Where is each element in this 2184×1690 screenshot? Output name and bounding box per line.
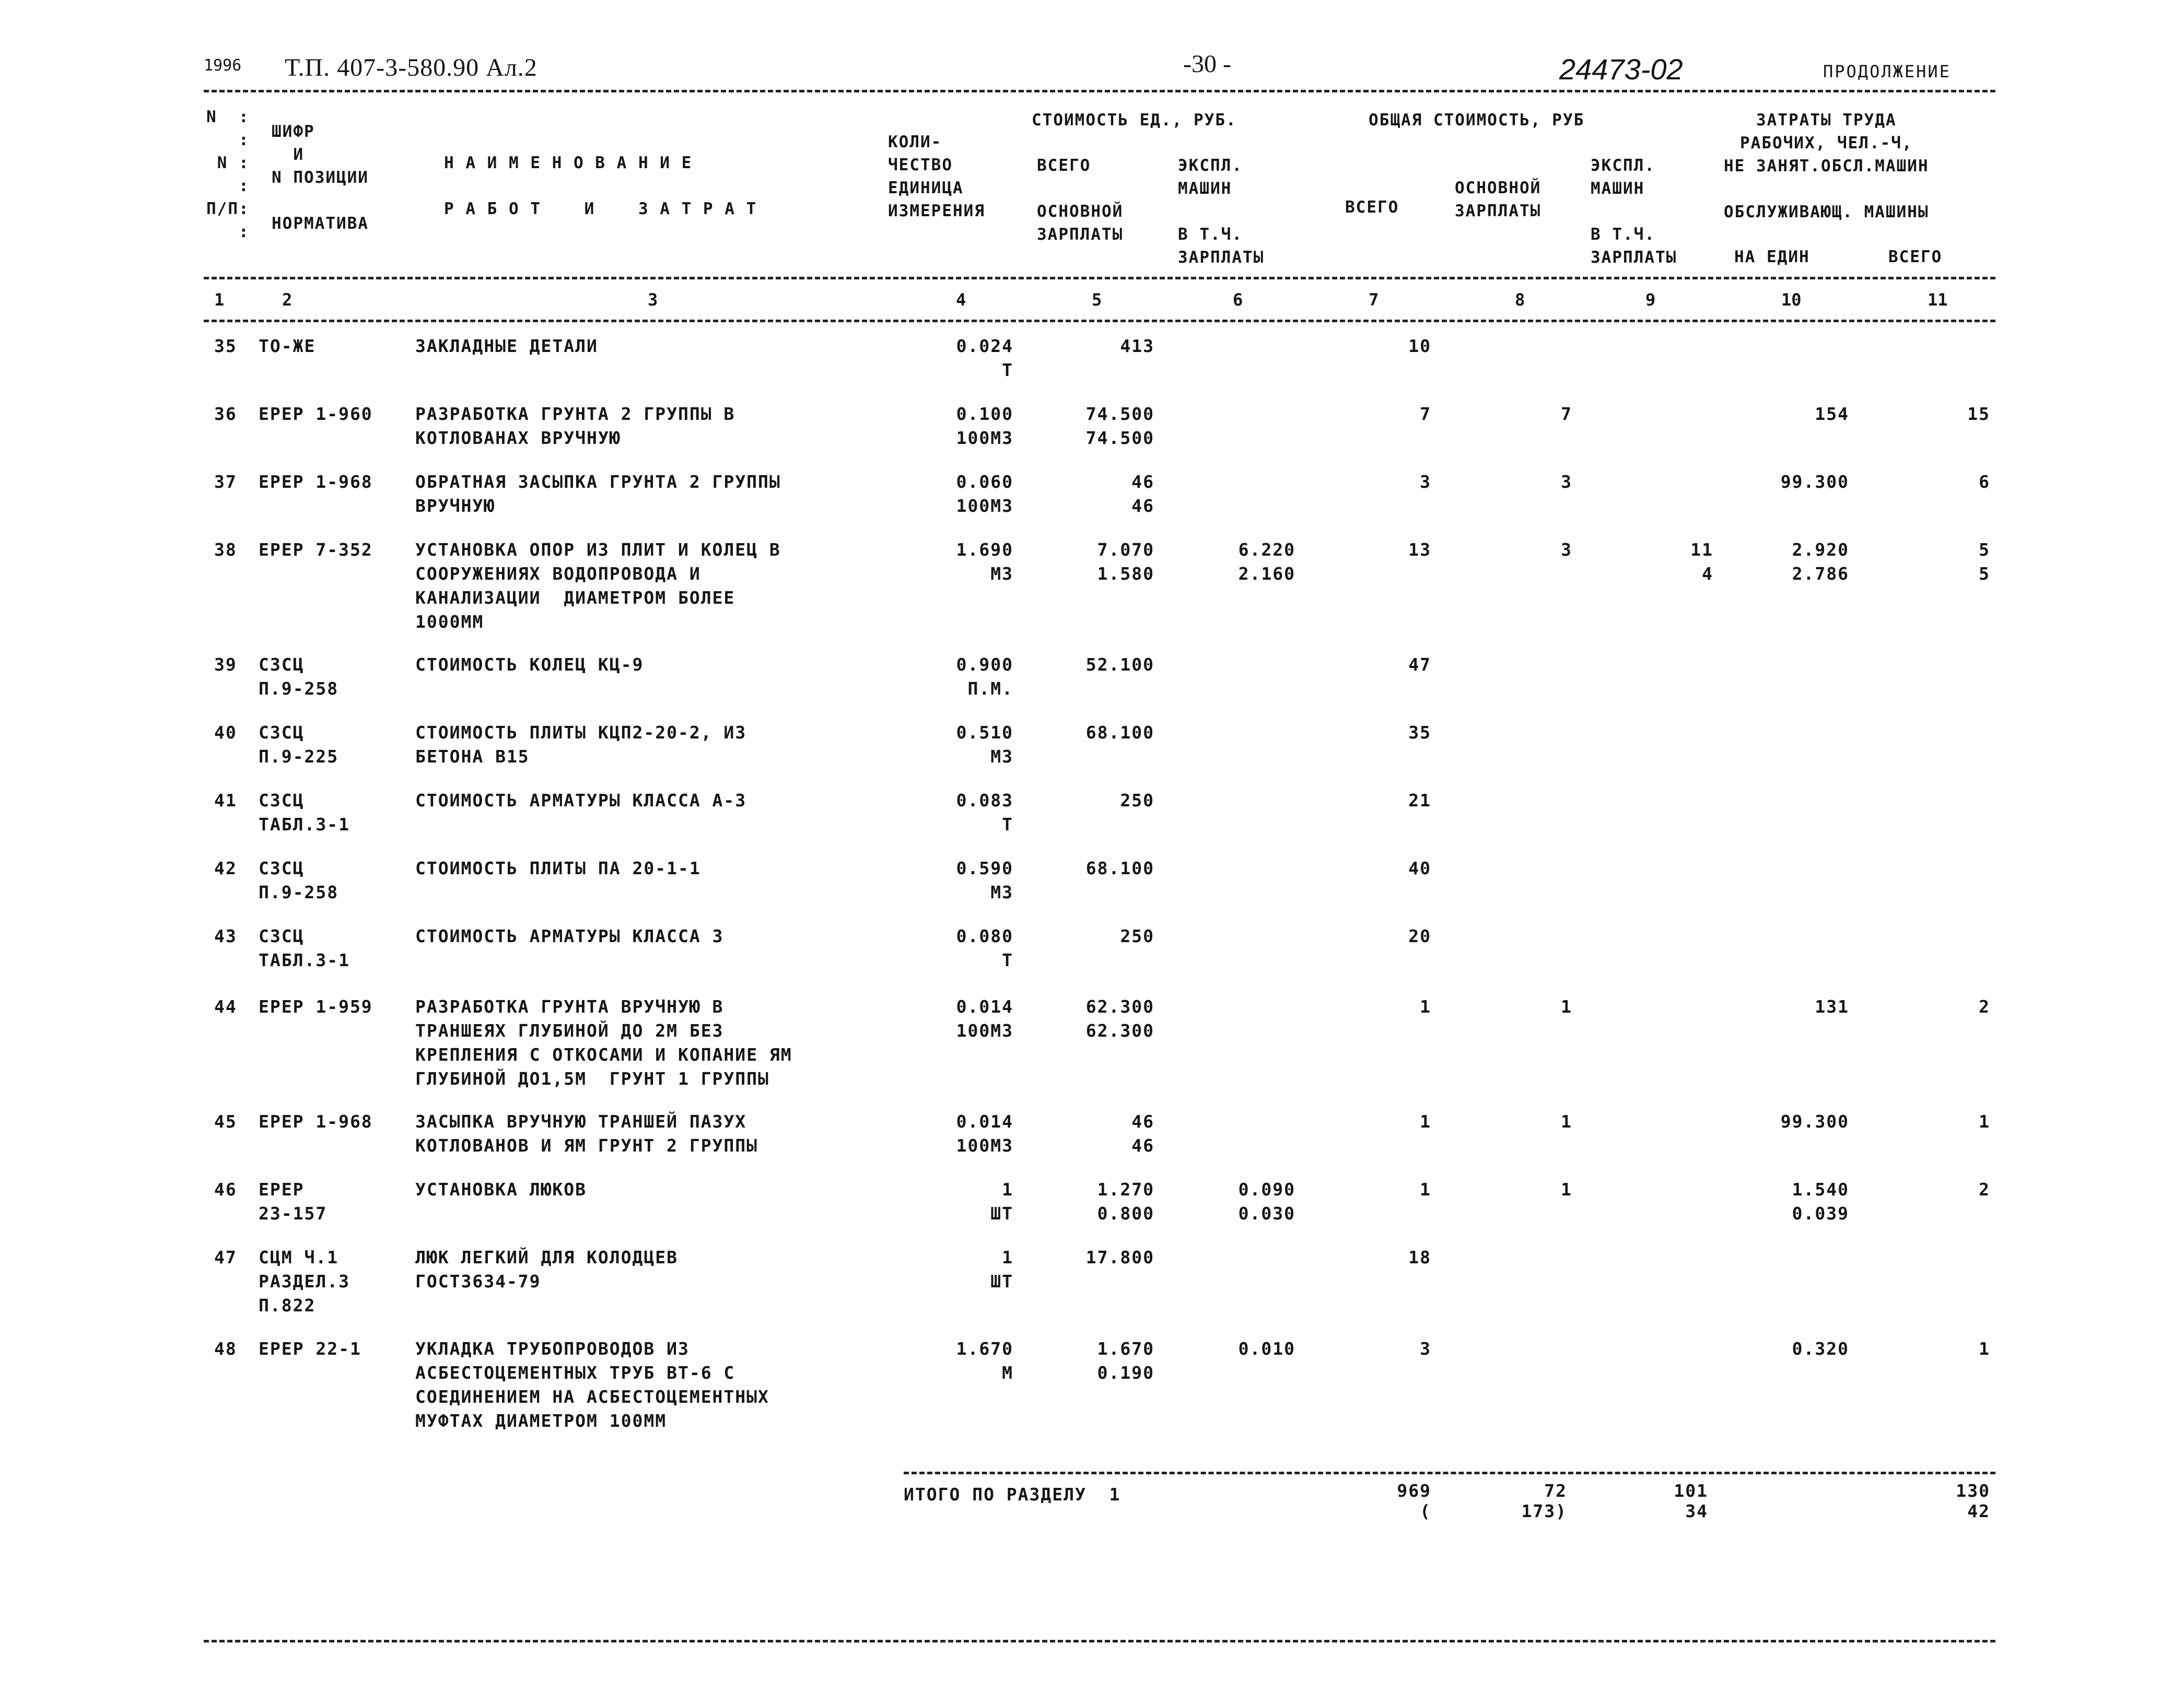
header-col-6: ЭКСПЛ. МАШИН В Т.Ч. ЗАРПЛАТЫ xyxy=(1178,156,1265,267)
row-total-wages: 7 xyxy=(1561,404,1572,424)
row-number: 45 xyxy=(214,1111,237,1132)
row-name: ОБРАТНАЯ ЗАСЫПКА ГРУНТА 2 ГРУППЫ ВРУЧНУЮ xyxy=(415,472,781,516)
totals-c8: 72 173) xyxy=(1521,1481,1567,1521)
row-number: 47 xyxy=(214,1247,237,1268)
row-code: ЕРЕР 1-960 xyxy=(259,404,373,424)
row-number: 46 xyxy=(214,1179,237,1200)
row-quantity: 0.083 Т xyxy=(956,790,1013,835)
header-col-2: ШИФР И N ПОЗИЦИИ НОРМАТИВА xyxy=(272,122,369,233)
row-number: 36 xyxy=(214,404,237,424)
row-code: СЗСЦ ТАБЛ.3-1 xyxy=(259,790,350,835)
row-name: СТОИМОСТЬ КОЛЕЦ КЦ-9 xyxy=(415,654,644,675)
row-total-wages: 1 xyxy=(1561,996,1572,1017)
row-number: 44 xyxy=(214,996,237,1017)
totals-label: ИТОГО ПО РАЗДЕЛУ 1 xyxy=(904,1484,1121,1505)
row-code: ЕРЕР 7-352 xyxy=(259,539,373,560)
row-code: ЕРЕР 1-959 xyxy=(259,996,373,1017)
row-total-cost: 3 xyxy=(1420,472,1431,492)
header-rule xyxy=(204,277,1995,279)
row-labor-per-unit: 99.300 xyxy=(1780,1111,1849,1132)
row-code: СЗСЦ ТАБЛ.3-1 xyxy=(259,926,350,970)
totals-c9: 101 34 xyxy=(1674,1481,1708,1521)
row-quantity: 1 ШТ xyxy=(990,1247,1013,1292)
row-code: ЕРЕР 1-968 xyxy=(259,472,373,492)
row-labor-per-unit: 154 xyxy=(1815,404,1849,424)
row-total-cost: 13 xyxy=(1408,539,1431,560)
row-unit-cost-total: 1.270 0.800 xyxy=(1097,1179,1154,1224)
row-quantity: 0.080 Т xyxy=(956,926,1013,970)
row-unit-cost-total: 46 46 xyxy=(1131,1111,1154,1156)
row-labor-total: 5 5 xyxy=(1979,539,1990,584)
totals-c11: 130 42 xyxy=(1956,1481,1990,1521)
row-code: СЗСЦ П.9-225 xyxy=(259,722,339,767)
document-title: Т.П. 407-3-580.90 Ал.2 xyxy=(285,54,538,81)
row-labor-total: 1 xyxy=(1979,1111,1990,1132)
row-labor-per-unit: 99.300 xyxy=(1780,472,1849,492)
column-number-6: 6 xyxy=(1233,290,1243,310)
header-col-8: ОСНОВНОЙ ЗАРПЛАТЫ xyxy=(1455,179,1541,220)
row-unit-cost-total: 46 46 xyxy=(1131,472,1154,516)
header-col-7: ВСЕГО xyxy=(1345,198,1399,217)
row-number: 42 xyxy=(214,858,237,878)
top-rule xyxy=(204,90,1995,92)
header-labor-group: ЗАТРАТЫ ТРУДА РАБОЧИХ, ЧЕЛ.-Ч, НЕ ЗАНЯТ.ОБСЛ.МАШИН ОБСЛУЖИВАЮЩ. МАШИНЫ xyxy=(1724,111,1929,221)
row-number: 39 xyxy=(214,654,237,675)
row-code: СЗСЦ П.9-258 xyxy=(259,858,339,902)
page-number: -30 - xyxy=(1183,50,1231,78)
document-id: 24473-02 xyxy=(1559,53,1683,86)
header-col-3: Н А И М Е Н О В А Н И Е Р А Б О Т И З А Т Р А Т xyxy=(444,154,757,218)
row-code: СЗСЦ П.9-258 xyxy=(259,654,339,699)
row-unit-cost-total: 62.300 62.300 xyxy=(1085,996,1154,1041)
row-number: 43 xyxy=(214,926,237,946)
row-quantity: 0.590 М3 xyxy=(956,858,1013,902)
column-number-7: 7 xyxy=(1369,290,1379,310)
row-unit-cost-total: 52.100 xyxy=(1085,654,1154,675)
row-total-machines: 11 4 xyxy=(1690,539,1713,584)
row-labor-total: 6 xyxy=(1979,472,1990,492)
column-number-5: 5 xyxy=(1092,290,1102,310)
row-total-wages: 1 xyxy=(1561,1179,1572,1200)
row-unit-cost-machines: 6.220 2.160 xyxy=(1238,539,1295,584)
row-name: СТОИМОСТЬ ПЛИТЫ КЦП2-20-2, ИЗ БЕТОНА В15 xyxy=(415,722,747,767)
header-col-9: ЭКСПЛ. МАШИН В Т.Ч. ЗАРПЛАТЫ xyxy=(1591,156,1677,267)
row-total-wages: 3 xyxy=(1561,472,1572,492)
column-number-8: 8 xyxy=(1515,290,1525,310)
row-labor-per-unit: 131 xyxy=(1815,996,1849,1017)
row-quantity: 0.014 100М3 xyxy=(956,996,1013,1041)
column-number-4: 4 xyxy=(956,290,966,310)
row-total-cost: 1 xyxy=(1420,1179,1431,1200)
row-number: 37 xyxy=(214,472,237,492)
row-name: РАЗРАБОТКА ГРУНТА 2 ГРУППЫ В КОТЛОВАНАХ ВРУЧНУЮ xyxy=(415,404,735,448)
row-quantity: 0.060 100М3 xyxy=(956,472,1013,516)
row-quantity: 0.024 Т xyxy=(956,336,1013,380)
row-labor-total: 2 xyxy=(1979,996,1990,1017)
row-number: 48 xyxy=(214,1339,237,1359)
document-year: 1996 xyxy=(204,56,242,75)
row-total-cost: 7 xyxy=(1420,404,1431,424)
row-quantity: 0.100 100М3 xyxy=(956,404,1013,448)
row-total-cost: 20 xyxy=(1408,926,1431,946)
row-number: 40 xyxy=(214,722,237,743)
header-col-1: N : : N : : П/П: : xyxy=(206,108,250,241)
header-col-11: ВСЕГО xyxy=(1888,248,1943,266)
row-quantity: 0.510 М3 xyxy=(956,722,1013,767)
column-number-11: 11 xyxy=(1928,290,1948,310)
row-name: СТОИМОСТЬ АРМАТУРЫ КЛАССА 3 xyxy=(415,926,724,946)
row-labor-per-unit: 2.920 2.786 xyxy=(1792,539,1849,584)
row-unit-cost-total: 17.800 xyxy=(1085,1247,1154,1268)
totals-c7: 969 ( xyxy=(1397,1481,1431,1521)
row-unit-cost-total: 74.500 74.500 xyxy=(1085,404,1154,448)
row-name: ЗАСЫПКА ВРУЧНУЮ ТРАНШЕЙ ПАЗУХ КОТЛОВАНОВ И ЯМ ГРУНТ 2 ГРУППЫ xyxy=(415,1111,758,1156)
header-unit-cost-group: СТОИМОСТЬ ЕД., РУБ. xyxy=(1032,111,1237,130)
row-number: 41 xyxy=(214,790,237,811)
row-name: ЗАКЛАДНЫЕ ДЕТАЛИ xyxy=(415,336,598,356)
row-name: УКЛАДКА ТРУБОПРОВОДОВ ИЗ АСБЕСТОЦЕМЕНТНЫХ ТРУБ ВТ-6 С СОЕДИНЕНИЕМ НА АСБЕСТОЦЕМЕНТНЫХ МУФТАХ ДИАМЕТРОМ 100ММ xyxy=(415,1339,769,1431)
row-total-cost: 1 xyxy=(1420,1111,1431,1132)
column-number-9: 9 xyxy=(1645,290,1656,310)
row-quantity: 0.014 100М3 xyxy=(956,1111,1013,1156)
row-total-cost: 1 xyxy=(1420,996,1431,1017)
row-labor-total: 1 xyxy=(1979,1339,1990,1359)
column-number-2: 2 xyxy=(282,290,293,310)
header-col-5: ВСЕГО ОСНОВНОЙ ЗАРПЛАТЫ xyxy=(1037,156,1124,244)
row-total-cost: 35 xyxy=(1408,722,1431,743)
header-total-cost-group: ОБЩАЯ СТОИМОСТЬ, РУБ xyxy=(1369,111,1585,130)
row-total-cost: 3 xyxy=(1420,1339,1431,1359)
row-name: УСТАНОВКА ОПОР ИЗ ПЛИТ И КОЛЕЦ В СООРУЖЕНИЯХ ВОДОПРОВОДА И КАНАЛИЗАЦИИ ДИАМЕТРОМ БОЛЕЕ 1000ММ xyxy=(415,539,781,632)
header-col-4: КОЛИ- ЧЕСТВО ЕДИНИЦА ИЗМЕРЕНИЯ xyxy=(888,133,985,220)
row-unit-cost-total: 7.070 1.580 xyxy=(1097,539,1154,584)
row-unit-cost-total: 68.100 xyxy=(1085,858,1154,878)
row-total-cost: 21 xyxy=(1408,790,1431,811)
row-total-cost: 18 xyxy=(1408,1247,1431,1268)
row-total-wages: 1 xyxy=(1561,1111,1572,1132)
numbers-rule xyxy=(204,320,1995,322)
totals-rule xyxy=(904,1472,1995,1474)
row-labor-per-unit: 0.320 xyxy=(1792,1339,1849,1359)
row-name: УСТАНОВКА ЛЮКОВ xyxy=(415,1179,587,1200)
row-code: ЕРЕР 1-968 xyxy=(259,1111,373,1132)
row-code: ТО-ЖЕ xyxy=(259,336,316,356)
continuation-label: ПРОДОЛЖЕНИЕ xyxy=(1823,62,1951,81)
row-unit-cost-machines: 0.090 0.030 xyxy=(1238,1179,1295,1224)
row-total-cost: 47 xyxy=(1408,654,1431,675)
header-col-10: НА ЕДИН xyxy=(1734,248,1810,266)
row-unit-cost-total: 1.670 0.190 xyxy=(1097,1339,1154,1383)
row-unit-cost-total: 250 xyxy=(1120,790,1154,811)
row-unit-cost-machines: 0.010 xyxy=(1238,1339,1295,1359)
row-name: РАЗРАБОТКА ГРУНТА ВРУЧНУЮ В ТРАНШЕЯХ ГЛУБИНОЙ ДО 2М БЕЗ КРЕПЛЕНИЯ С ОТКОСАМИ И КОПАНИЕ ЯМ ГЛУБИНОЙ ДО1,5М ГРУНТ 1 ГРУППЫ xyxy=(415,996,792,1089)
row-unit-cost-total: 68.100 xyxy=(1085,722,1154,743)
row-name: ЛЮК ЛЕГКИЙ ДЛЯ КОЛОДЦЕВ ГОСТ3634-79 xyxy=(415,1247,678,1292)
row-total-cost: 40 xyxy=(1408,858,1431,878)
row-labor-per-unit: 1.540 0.039 xyxy=(1792,1179,1849,1224)
row-total-cost: 10 xyxy=(1408,336,1431,356)
row-unit-cost-total: 250 xyxy=(1120,926,1154,946)
column-number-10: 10 xyxy=(1781,290,1802,310)
row-code: ЕРЕР 23-157 xyxy=(259,1179,328,1224)
row-number: 38 xyxy=(214,539,237,560)
row-name: СТОИМОСТЬ ПЛИТЫ ПА 20-1-1 xyxy=(415,858,701,878)
row-code: ЕРЕР 22-1 xyxy=(259,1339,361,1359)
row-labor-total: 15 xyxy=(1967,404,1990,424)
row-number: 35 xyxy=(214,336,237,356)
column-number-3: 3 xyxy=(648,290,658,310)
row-name: СТОИМОСТЬ АРМАТУРЫ КЛАССА А-3 xyxy=(415,790,747,811)
row-quantity: 0.900 П.М. xyxy=(956,654,1013,699)
row-code: СЦМ Ч.1 РАЗДЕЛ.3 П.822 xyxy=(259,1247,350,1316)
row-quantity: 1 ШТ xyxy=(990,1179,1013,1224)
row-labor-total: 2 xyxy=(1979,1179,1990,1200)
column-number-1: 1 xyxy=(214,290,225,310)
row-total-wages: 3 xyxy=(1561,539,1572,560)
row-unit-cost-total: 413 xyxy=(1120,336,1154,356)
bottom-rule xyxy=(204,1640,1995,1642)
row-quantity: 1.690 М3 xyxy=(956,539,1013,584)
row-quantity: 1.670 М xyxy=(956,1339,1013,1383)
